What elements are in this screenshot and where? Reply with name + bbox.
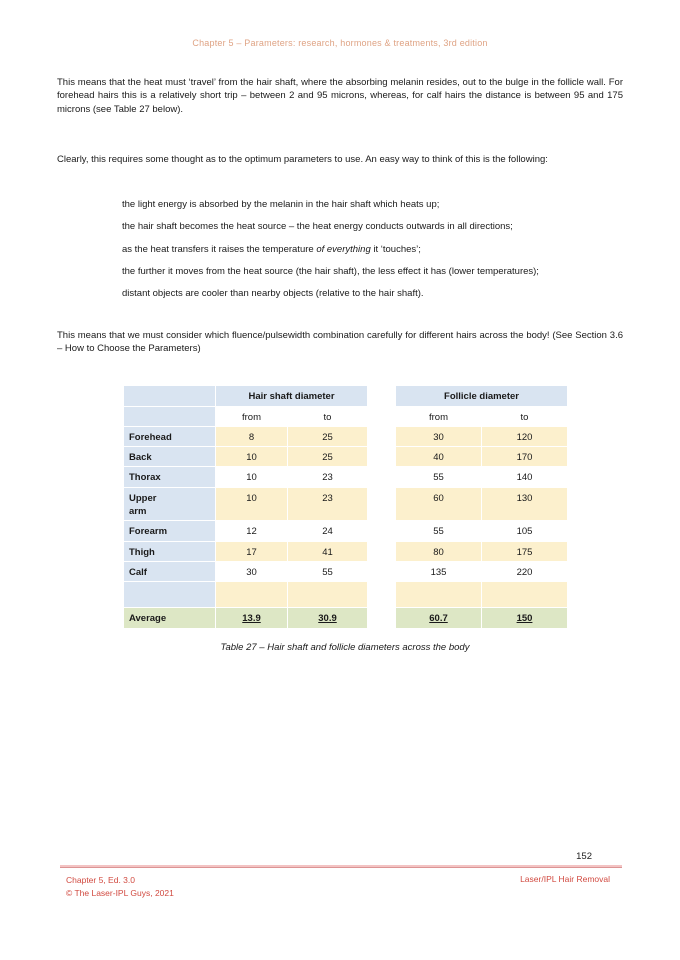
cell-value: 30 — [216, 561, 288, 581]
cell-value: 17 — [216, 541, 288, 561]
table-row-upper-arm — [124, 487, 568, 521]
empty-cell — [288, 582, 368, 608]
cell-value: 175 — [482, 541, 568, 561]
cell-value: 120 — [482, 426, 568, 446]
list-item-text: the hair shaft becomes the heat source – the heat energy conducts outwards in all directions; — [122, 221, 513, 233]
cell-value: 25 — [288, 447, 368, 467]
gap-cell — [368, 521, 396, 541]
empty-cell — [124, 582, 216, 608]
cell-value: 135 — [396, 561, 482, 581]
group-header-follicle: Follicle diameter — [396, 386, 568, 406]
page-body — [57, 76, 623, 654]
cell-value: 220 — [482, 561, 568, 581]
subheader-from: from — [396, 406, 482, 426]
row-label: Forehead — [124, 426, 216, 446]
footer-copyright: © The Laser-IPL Guys, 2021 — [66, 887, 174, 898]
list-item-text: it ‘touches’; — [370, 243, 421, 255]
empty-cell — [396, 582, 482, 608]
table-row-average — [124, 608, 568, 628]
cell-value: 170 — [482, 447, 568, 467]
cell-value: 55 — [288, 561, 368, 581]
subheader-to: to — [482, 406, 568, 426]
cell-value: 30 — [396, 426, 482, 446]
cell-value: 13.9 — [216, 608, 288, 628]
table-corner-cell — [124, 386, 216, 406]
cell-value: 10 — [216, 447, 288, 467]
gap-cell — [368, 541, 396, 561]
gap-cell — [368, 426, 396, 446]
table-row-back — [124, 447, 568, 467]
list-item-italic: of everything — [316, 243, 371, 255]
table-group-header-row — [124, 386, 568, 406]
cell-value: 60.7 — [396, 608, 482, 628]
cell-value: 130 — [482, 487, 568, 521]
paragraph-heat-travel: This means that the heat must ‘travel’ from the hair shaft, where the absorbing melanin resides, out to the bulge in the follicle wall. For forehead hairs this is a relatively short trip – between 2 and 95 microns, whereas, for calf hairs the distance is between 95 and 175 microns (see Table 27 below). — [57, 77, 623, 115]
list-item-text: distant objects are cooler than nearby objects (relative to the hair shaft). — [122, 288, 424, 300]
group-header-hair-shaft: Hair shaft diameter — [216, 386, 368, 406]
list-item-text: the further it moves from the heat source (the hair shaft), the less effect it has (lower temperatures); — [122, 266, 539, 278]
cell-value: 8 — [216, 426, 288, 446]
row-label: Calf — [124, 561, 216, 581]
list-item — [122, 287, 588, 300]
cell-value: 80 — [396, 541, 482, 561]
footer-book-title: Laser/IPL Hair Removal — [520, 874, 610, 884]
gap-cell — [368, 467, 396, 487]
table-subheader-row — [124, 406, 568, 426]
paragraph-fluence-pulsewidth: This means that we must consider which fluence/pulsewidth combination carefully for different hairs across the body! (See Section 3.6 – How to Choose the Parameters) — [57, 329, 623, 354]
cell-value: 12 — [216, 521, 288, 541]
row-label: Average — [124, 608, 216, 628]
footer-chapter-edition: Chapter 5, Ed. 3.0 — [66, 875, 135, 885]
list-item — [122, 198, 588, 211]
gap-cell — [368, 406, 396, 426]
row-label-text: Upper arm — [129, 492, 157, 518]
empty-cell — [482, 582, 568, 608]
paragraph-optimum-parameters: Clearly, this requires some thought as to the optimum parameters to use. An easy way to think of this is the following: — [57, 153, 548, 165]
row-label: Forearm — [124, 521, 216, 541]
gap-cell — [368, 487, 396, 521]
cell-value: 150 — [482, 608, 568, 628]
row-label — [124, 487, 216, 521]
table-row-calf — [124, 561, 568, 581]
list-item-text: as the heat transfers it raises the temperature — [122, 243, 317, 255]
gap-cell — [368, 608, 396, 628]
list-item-text: the light energy is absorbed by the melanin in the hair shaft which heats up; — [122, 199, 440, 211]
cell-value: 60 — [396, 487, 482, 521]
table-row-forehead — [124, 426, 568, 446]
table-row-thigh — [124, 541, 568, 561]
cell-value: 23 — [288, 467, 368, 487]
table-row-forearm — [124, 521, 568, 541]
bullet-list — [122, 198, 588, 300]
gap-cell — [368, 582, 396, 608]
list-item — [122, 243, 588, 256]
gap-cell — [368, 561, 396, 581]
list-item — [122, 265, 588, 278]
cell-value: 55 — [396, 521, 482, 541]
table-row-empty — [124, 582, 568, 608]
footer-left — [66, 874, 174, 900]
cell-value: 55 — [396, 467, 482, 487]
subheader-to: to — [288, 406, 368, 426]
running-header: Chapter 5 – Parameters: research, hormones & treatments, 3rd edition — [192, 38, 488, 48]
row-label: Thigh — [124, 541, 216, 561]
cell-value: 24 — [288, 521, 368, 541]
gap-cell — [368, 447, 396, 467]
table-row-thorax — [124, 467, 568, 487]
cell-value: 23 — [288, 487, 368, 521]
subheader-from: from — [216, 406, 288, 426]
diameter-table — [123, 385, 567, 628]
empty-cell — [216, 582, 288, 608]
list-item — [122, 220, 588, 233]
cell-value: 30.9 — [288, 608, 368, 628]
page-number: 152 — [576, 851, 592, 862]
cell-value: 10 — [216, 487, 288, 521]
cell-value: 25 — [288, 426, 368, 446]
cell-value: 10 — [216, 467, 288, 487]
cell-value: 140 — [482, 467, 568, 487]
row-label: Thorax — [124, 467, 216, 487]
table-caption: Table 27 – Hair shaft and follicle diameters across the body — [220, 641, 470, 653]
cell-value: 40 — [396, 447, 482, 467]
table-corner-cell — [124, 406, 216, 426]
cell-value: 41 — [288, 541, 368, 561]
cell-value: 105 — [482, 521, 568, 541]
footer-divider — [60, 865, 622, 868]
gap-cell — [368, 386, 396, 406]
row-label: Back — [124, 447, 216, 467]
